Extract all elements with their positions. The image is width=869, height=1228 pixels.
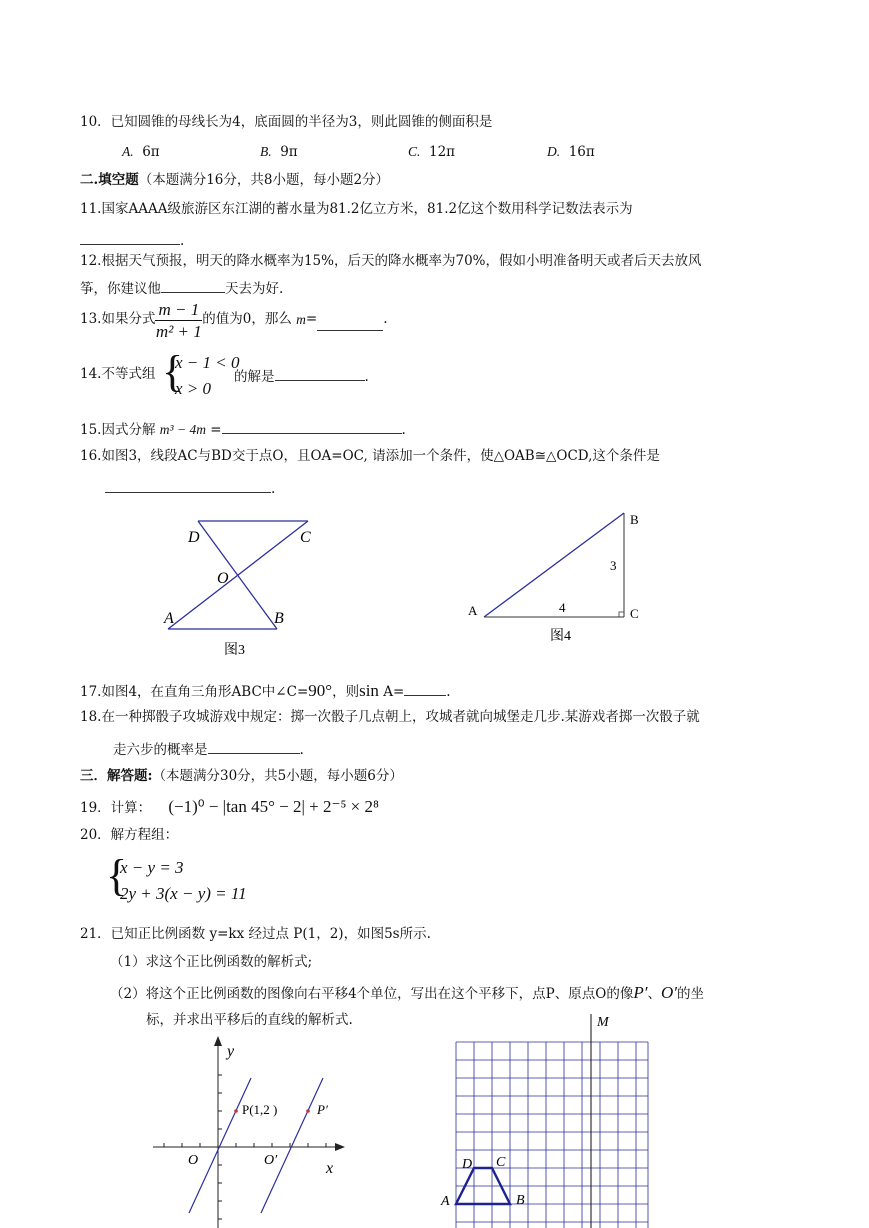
q14-row1: x − 1 < 0 [175,353,240,372]
q11-blank[interactable] [80,232,180,245]
fig4-hypotenuse-ab [484,513,624,617]
q15: 15.因式分解 m³ − 4m = . [80,422,406,438]
figure-4 [460,505,660,650]
q15-blank[interactable] [222,421,402,434]
fig4-label-b: B [630,512,639,527]
fig5-label-p: P(1,2 ) [242,1102,278,1117]
fig5-label-o-prime: O′ [264,1153,278,1168]
fig4-label-a: A [468,603,478,618]
q14-prefix: 14.不等式组 [80,366,156,382]
section3-title: 三．解答题: [80,768,153,784]
q10-option-d: D. 16π [547,144,595,160]
q14-blank[interactable] [275,368,365,381]
fig5-y-axis-arrow [214,1036,222,1046]
q13-blank[interactable] [317,318,383,331]
q13-fraction: $\frac{m - 1}{\text{m² + 1}}$ [155,299,202,341]
q14-suffix: 的解是 . [234,369,369,385]
q16-answer-line: . [105,480,275,497]
fig4-right-angle-mark [619,612,624,617]
fig3-label-b: B [274,610,284,627]
q18-blank[interactable] [208,741,300,754]
q20-row2: 2y + 3(x − y) = 11 [120,884,247,903]
q19: 19．计算： (−1)⁰ − |tan 45° − 2| + 2⁻⁵ × 2⁸ [80,797,379,816]
fig3-label-d: D [188,529,200,546]
section2-heading [80,174,389,188]
fig3-label-c: C [300,529,311,546]
q19-expression: (−1)⁰ − |tan 45° − 2| + 2⁻⁵ × 2⁸ [168,797,379,816]
q10-option-a: A. 6π [122,144,160,160]
fig5-label-y: y [227,1043,235,1060]
fig4-caption: 图4 [550,629,571,644]
fig5-point-p [234,1109,238,1113]
q20-label: 20．解方程组： [80,827,179,843]
q16-line1: 16.如图3，线段AC与BD交于点O，且OA=OC, 请添加一个条件，使△OAB≅△OCD,这个条件是 [80,448,660,464]
q14-brace: { [162,347,184,396]
grid-label-b: B [516,1193,525,1208]
section2-note: （本题满分16分，共8小题，每小题2分） [138,172,390,188]
fig5-label-p-prime: P′ [317,1102,328,1117]
section3-heading [80,770,403,784]
q18-line1: 18.在一种掷骰子攻城游戏中规定：掷一次骰子几点朝上，攻城者就向城堡走几步.某游戏者掷一次骰子就 [80,709,700,725]
grid-vertical-lines [456,1042,648,1228]
q21-part1: （1）求这个正比例函数的解析式; [110,954,313,970]
q12-line1: 12.根据天气预报，明天的降水概率为15%，后天的降水概率为70%，假如小明准备明天或者后天去放风 [80,253,702,269]
q16-blank[interactable] [105,480,271,493]
q17-blank[interactable] [404,683,446,696]
q20-brace: { [106,851,128,900]
q21-stem: 21．已知正比例函数 y=kx 经过点 P(1，2)，如图5s所示. [80,926,431,942]
q13: 13.如果分式 $\frac{m - 1}{\text{m² + 1}}$ 的值为0，那么 m = . [80,299,388,341]
q21-part2-cont: 标，并求出平移后的直线的解析式. [146,1012,353,1028]
q18-line2: 走六步的概率是 . [113,742,304,758]
grid-label-a: A [441,1194,450,1209]
figure-grid [438,1010,663,1228]
q11-answer-line: . [80,232,184,249]
q12-blank[interactable] [161,280,225,293]
q10-option-c: C. 12π [408,144,456,160]
q10-option-b: B. 9π [260,144,298,160]
figure-3 [150,505,330,660]
fig4-label-c: C [630,606,639,621]
q20-row1: x − y = 3 [120,858,184,877]
fig5-label-x: x [326,1160,334,1177]
grid-label-d: D [462,1157,473,1172]
fig5-x-axis-arrow [335,1143,345,1151]
q21-part2: （2）将这个正比例函数的图像向右平移4个单位，写出在这个平移下，点P、原点O的像P′、O′的坐 [110,983,704,1002]
grid-horizontal-lines [456,1042,648,1222]
fig5-shifted-line [261,1078,323,1213]
fig5-point-p-prime [306,1109,310,1113]
section2-title: 二.填空题 [80,172,139,188]
q11-line1: 11.国家AAAA级旅游区东江湖的蓄水量为81.2亿立方米，81.2亿这个数用科学记数法表示为 [80,201,633,217]
grid-label-m: M [597,1015,609,1030]
q17: 17.如图4，在直角三角形ABC中∠C=90°，则sin A= . [80,681,451,700]
q10-stem: 10．已知圆锥的母线长为4，底面圆的半径为3，则此圆锥的侧面积是 [80,114,493,130]
fig5-label-o: O [188,1153,199,1168]
fig4-side-bc-length: 3 [610,558,617,573]
grid-label-c: C [496,1155,506,1170]
figure-5-coordinate-plane [145,1030,355,1228]
q12-line2: 筝，你建议他 天去为好. [80,281,284,297]
fig3-caption: 图3 [224,643,245,658]
fig3-label-a: A [164,610,174,627]
fig3-label-o: O [217,570,229,587]
q14-row2: x > 0 [175,379,212,398]
section3-note: （本题满分30分，共5小题，每小题6分） [152,768,403,784]
fig4-side-ac-length: 4 [559,600,566,615]
fig5-line-y-kx [189,1078,251,1213]
fig5-x-ticks [164,1143,326,1147]
